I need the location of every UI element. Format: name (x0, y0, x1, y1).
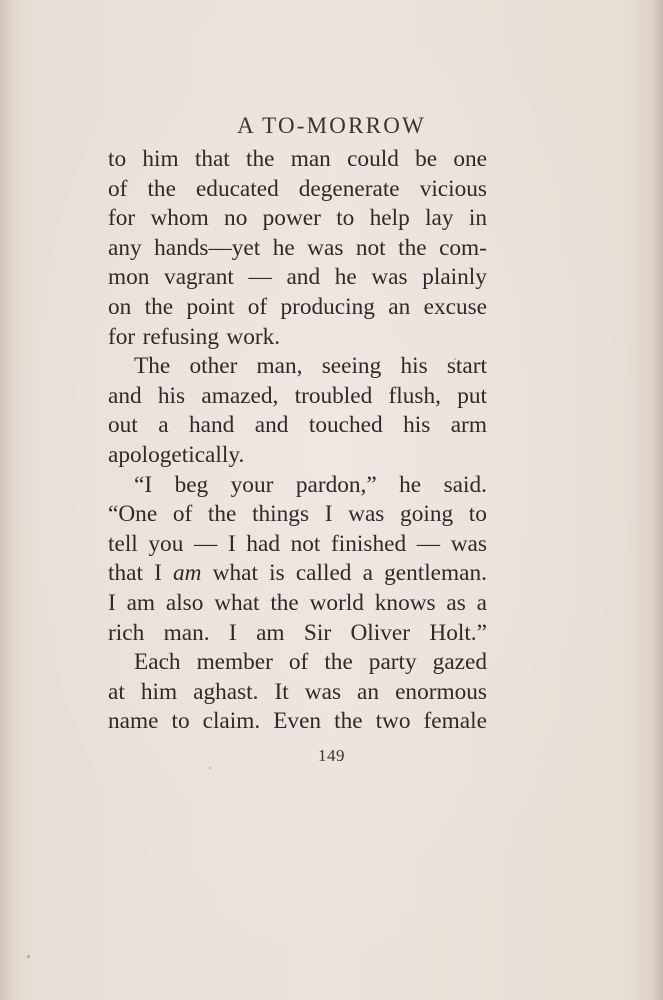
text-word: said. (443, 471, 487, 498)
text-word: start (446, 353, 487, 380)
text-word: gentleman. (384, 560, 487, 587)
text-word: am (256, 619, 285, 646)
text-word: man. (163, 619, 210, 646)
text-word: “I (134, 471, 153, 498)
left-page-edge-shadow (0, 0, 14, 1000)
text-word: he (334, 264, 357, 291)
text-line (108, 411, 487, 441)
text-word: the (270, 589, 299, 616)
text-word: the (398, 234, 427, 261)
text-word: I (324, 501, 333, 528)
text-word: It (274, 678, 289, 705)
text-word: the (207, 501, 237, 528)
text-word: finished (331, 530, 407, 557)
text-word: one (453, 146, 487, 172)
text-line (108, 707, 487, 737)
text-word: I (228, 619, 237, 646)
text-word: for (108, 205, 136, 232)
text-word: the (147, 175, 176, 202)
paper-speck (454, 358, 456, 360)
text-word: name (108, 708, 159, 735)
text-word: educated (195, 175, 279, 202)
text-word: as (446, 589, 466, 616)
text-word: of (108, 175, 128, 202)
text-word: touched (308, 412, 383, 439)
text-line (108, 589, 487, 619)
text-word: of (247, 293, 268, 320)
text-word: flush, (388, 382, 441, 409)
text-word: knows (374, 589, 436, 616)
paper-speck (209, 767, 211, 769)
text-word: Sir (303, 619, 332, 646)
text-word: the (324, 649, 353, 676)
text-word: a (476, 589, 487, 616)
text-word: man (290, 146, 331, 172)
text-word: a (362, 560, 373, 587)
text-word: amazed, (201, 382, 279, 409)
text-word: refusing (142, 323, 219, 350)
text-word: am (173, 560, 202, 587)
text-word: I (154, 560, 162, 587)
text-word: beg (174, 471, 209, 498)
text-line (108, 234, 487, 264)
text-word: I (108, 589, 116, 616)
text-word: seeing (321, 353, 382, 380)
text-word: to (171, 708, 190, 735)
text-word: your (230, 471, 274, 498)
text-word: — (248, 264, 272, 291)
text-line (108, 619, 487, 649)
text-word: hands—yet (154, 234, 261, 261)
text-line (108, 293, 487, 323)
text-word: Even (273, 708, 322, 735)
text-word: enormous (395, 678, 487, 705)
text-word: claim. (202, 708, 261, 735)
text-word: that (194, 146, 230, 172)
text-line (108, 175, 487, 205)
text-word: was (450, 530, 487, 557)
text-word: called (295, 560, 352, 587)
text-word: Oliver (350, 619, 410, 646)
text-line (108, 263, 487, 293)
text-line (108, 204, 487, 234)
text-word: his (403, 412, 431, 439)
text-line (108, 678, 487, 708)
text-line (108, 145, 487, 175)
text-word: put (457, 382, 487, 409)
text-word: be (415, 146, 438, 172)
text-word: the (246, 146, 275, 172)
text-word: things (252, 501, 310, 528)
text-word: the (334, 708, 363, 735)
text-line (108, 323, 487, 353)
text-word: out (108, 412, 138, 439)
text-word: to (468, 501, 487, 528)
text-line (108, 471, 487, 501)
text-word: no (224, 205, 248, 232)
body-text (108, 145, 487, 737)
text-word: the (144, 293, 174, 320)
text-word: is (269, 560, 285, 587)
text-word: whom (150, 205, 209, 232)
text-word: power (262, 205, 321, 232)
text-word: also (165, 589, 204, 616)
text-word: two (375, 708, 411, 735)
text-word: in (468, 205, 487, 232)
right-page-edge-shadow (653, 0, 663, 1000)
text-word: — (416, 530, 441, 557)
text-line (108, 352, 487, 382)
text-word: he (399, 471, 422, 498)
text-word: mon (108, 264, 150, 291)
text-word: at (108, 678, 125, 705)
text-word: I (227, 530, 236, 557)
text-word: The (134, 353, 171, 380)
text-word: female (423, 708, 487, 735)
text-word: point (186, 293, 235, 320)
text-word: was (304, 678, 342, 705)
text-word: him (142, 146, 179, 172)
text-word: his (157, 382, 186, 409)
text-word: and (286, 264, 321, 291)
text-word: member (196, 649, 273, 676)
text-word: degenerate (298, 175, 400, 202)
text-word: man, (256, 353, 303, 380)
page-number: 149 (318, 746, 345, 765)
text-word: not (355, 234, 386, 261)
text-word: not (290, 530, 321, 557)
text-line (108, 648, 487, 678)
text-line (108, 530, 487, 560)
text-word: of (288, 649, 309, 676)
text-word: apologetically. (108, 441, 245, 468)
text-word: going (400, 501, 454, 528)
text-word: Each (134, 649, 181, 676)
text-word: a (158, 412, 169, 439)
text-word: rich (108, 619, 145, 646)
text-word: excuse (423, 293, 487, 320)
text-word: gazed (432, 649, 487, 676)
text-word: com- (439, 234, 487, 261)
text-word: help (369, 205, 410, 232)
text-word: party (368, 649, 417, 676)
text-word: him (140, 678, 178, 705)
text-word: could (347, 146, 399, 172)
text-word: pardon,” (295, 471, 377, 498)
text-word: on (108, 293, 132, 320)
text-line (108, 441, 487, 471)
text-word: troubled (294, 382, 373, 409)
text-word: was (307, 234, 344, 261)
text-word: lay (425, 205, 454, 232)
text-line (108, 382, 487, 412)
text-word: world (309, 589, 364, 616)
text-word: work. (226, 323, 281, 350)
paper-speck (27, 955, 30, 958)
text-word: and (254, 412, 289, 439)
text-word: his (400, 353, 428, 380)
text-word: for (108, 323, 136, 350)
text-word: was (371, 264, 408, 291)
text-word: am (126, 589, 156, 616)
text-word: you (148, 530, 184, 557)
text-word: to (336, 205, 355, 232)
text-word: was (348, 501, 385, 528)
text-word: arm (450, 412, 487, 439)
text-word: that (108, 560, 143, 587)
text-word: any (108, 234, 142, 261)
text-word: “One (108, 501, 158, 528)
text-word: producing (280, 293, 375, 320)
text-word: — (194, 530, 218, 557)
text-word: an (357, 678, 380, 705)
text-word: an (388, 293, 411, 320)
text-word: tell (108, 530, 138, 557)
text-line (108, 500, 487, 530)
text-word: plainly (422, 264, 487, 291)
text-word: vicious (419, 175, 487, 202)
text-word: to (108, 146, 127, 172)
text-word: aghast. (193, 678, 259, 705)
text-word: he (272, 234, 295, 261)
text-word: vagrant (164, 264, 234, 291)
text-word: hand (189, 412, 235, 439)
text-word: Holt.” (429, 619, 487, 646)
text-line (108, 559, 487, 589)
running-head: A TO-MORROW (237, 113, 426, 138)
text-word: had (246, 530, 280, 557)
text-word: other (189, 353, 238, 380)
text-word: what (214, 589, 260, 616)
text-word: and (108, 382, 142, 409)
text-word: what (212, 560, 258, 587)
text-word: of (172, 501, 193, 528)
